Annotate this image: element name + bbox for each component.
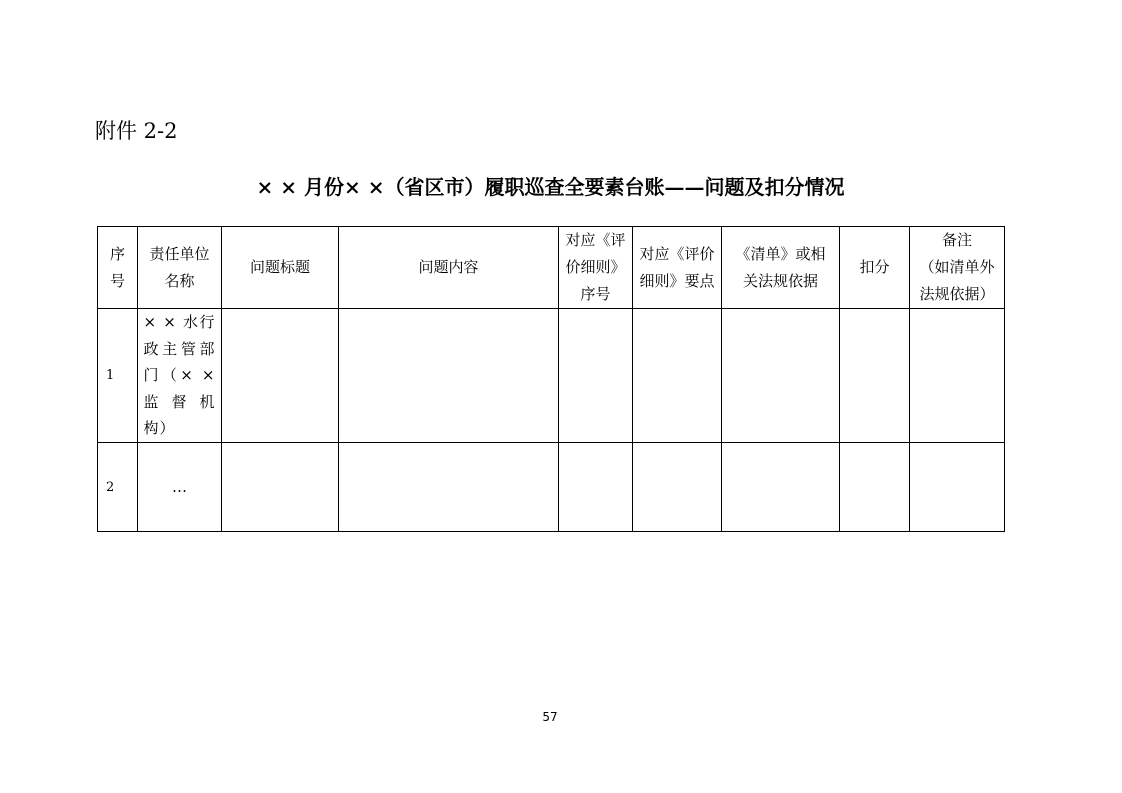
cell-basis	[722, 309, 840, 443]
header-seq: 序 号	[98, 227, 138, 309]
header-criteria-point: 对应《评价 细则》要点	[633, 227, 722, 309]
header-basis: 《清单》或相 关法规依据	[722, 227, 840, 309]
table-row	[98, 309, 1005, 443]
header-deduction: 扣分	[840, 227, 910, 309]
cell-issue-content	[339, 443, 559, 532]
cell-issue-title	[222, 443, 339, 532]
header-remark: 备注 （如清单外 法规依据）	[910, 227, 1005, 309]
cell-deduction	[840, 443, 910, 532]
header-unit: 责任单位 名称	[138, 227, 222, 309]
ledger-table	[97, 226, 1005, 532]
cell-issue-title	[222, 309, 339, 443]
header-criteria-no: 对应《评 价细则》 序号	[559, 227, 633, 309]
cell-criteria-no	[559, 309, 633, 443]
cell-issue-content	[339, 309, 559, 443]
cell-criteria-point	[633, 443, 722, 532]
cell-deduction	[840, 309, 910, 443]
cell-criteria-no	[559, 443, 633, 532]
cell-remark	[910, 443, 1005, 532]
header-issue-content: 问题内容	[339, 227, 559, 309]
cell-unit: × × 水行 政主管部 门（× × 监 督 机 构）	[138, 309, 222, 443]
cell-seq: 1	[98, 309, 138, 443]
annex-label: 附件 2-2	[95, 119, 178, 143]
cell-seq: 2	[98, 443, 138, 532]
table-row	[98, 443, 1005, 532]
header-issue-title: 问题标题	[222, 227, 339, 309]
cell-remark	[910, 309, 1005, 443]
cell-unit: …	[138, 443, 222, 532]
document-title: × × 月份× ×（省区市）履职巡查全要素台账——问题及扣分情况	[256, 175, 845, 199]
page-number: 57	[542, 710, 558, 724]
cell-criteria-point	[633, 309, 722, 443]
cell-basis	[722, 443, 840, 532]
table-header-row	[98, 227, 1005, 309]
